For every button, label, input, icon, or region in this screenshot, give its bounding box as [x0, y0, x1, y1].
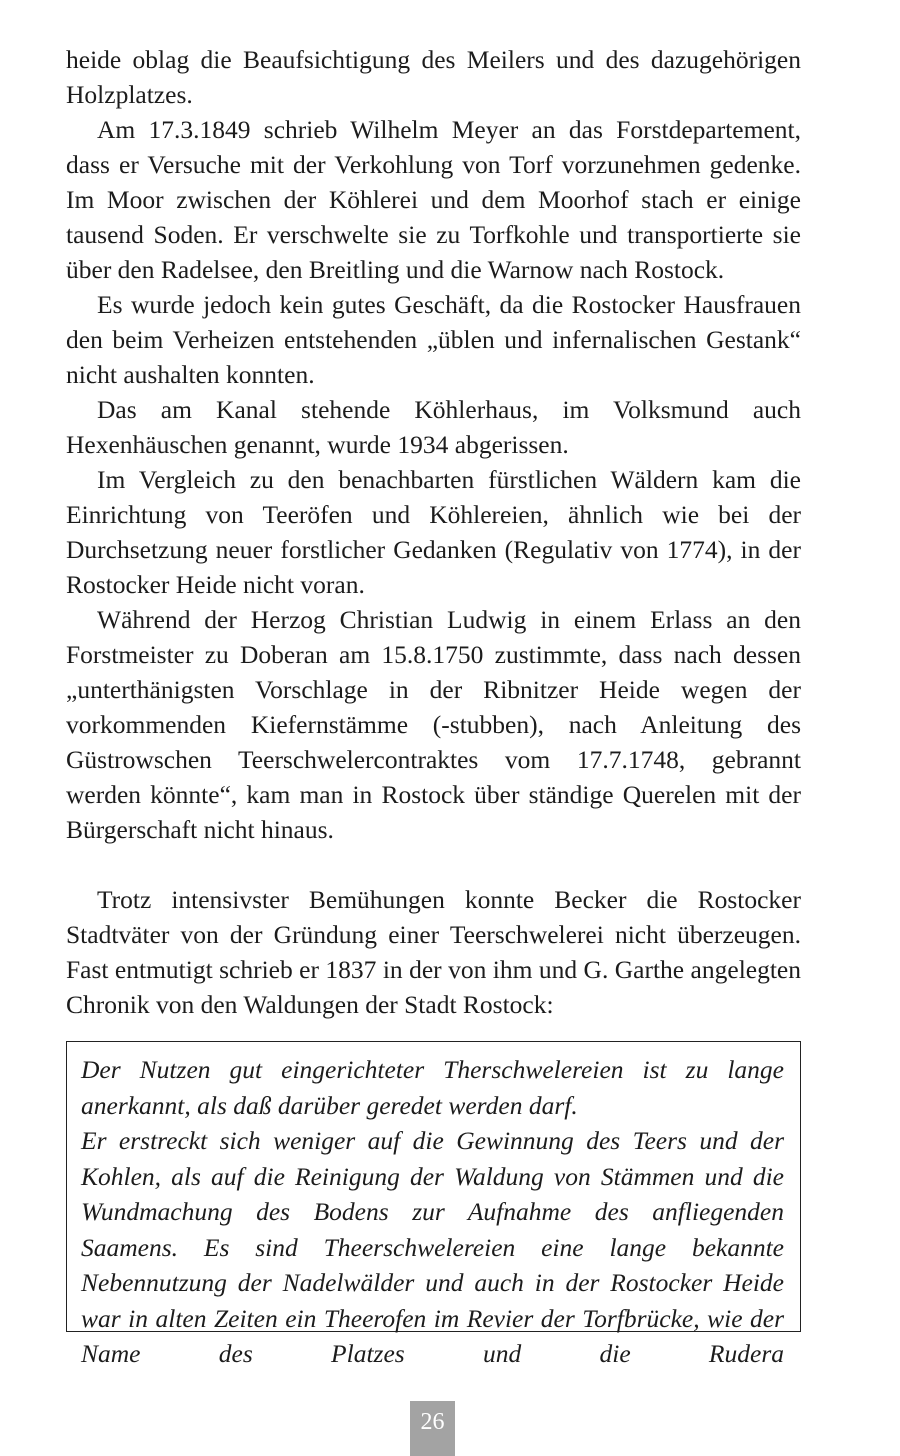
paragraph-gap	[66, 847, 801, 882]
body-text	[66, 42, 801, 1022]
quote-box	[66, 1041, 801, 1368]
paragraph: Während der Herzog Christian Ludwig in einem Erlass an den Forstmeister zu Doberan am 15.8.1750 zustimmte, dass nach dessen „unterthänigsten Vorschlage in der Ribnitzer Heide wegen der vorkommenden Kiefernstämme (-stubben), nach Anleitung des Güstrowschen Teerschwelercontraktes vom 17.7.1748, gebrannt werden könnte“, kam man in Rostock über ständige Querelen mit der Bürgerschaft nicht hinaus.	[66, 605, 801, 844]
quote-paragraph: Er erstreckt sich weniger auf die Gewinnung des Teers und der Kohlen, als auf die Reinigung der Waldung von Stämmen und die Wundmachung des Bodens zur Aufnahme des anfliegenden Saamens. Es sind Theerschwelereien eine lange bekannte Nebennutzung der Nadelwälder und auch in der Rostocker Heide war in alten Zeiten ein Theerofen im Revier der Torfbrücke, wie der Name des Platzes und die Rudera	[81, 1126, 784, 1368]
paragraph: Es wurde jedoch kein gutes Geschäft, da die Rostocker Hausfrauen den beim Verheizen entstehenden „üblen und infernalischen Gestank“ nicht aushalten konnten.	[66, 290, 801, 389]
paragraph: Trotz intensivster Bemühungen konnte Becker die Rostocker Stadtväter von der Gründung einer Teerschwelerei nicht überzeugen. Fast entmutigt schrieb er 1837 in der von ihm und G. Garthe angelegten Chronik von den Waldungen der Stadt Rostock:	[66, 885, 801, 1019]
quote-paragraph: Der Nutzen gut eingerichteter Therschwelereien ist zu lange anerkannt, als daß darüber geredet werden darf.	[81, 1055, 784, 1120]
paragraph: Im Vergleich zu den benachbarten fürstlichen Wäldern kam die Einrichtung von Teeröfen und Köhlereien, ähnlich wie bei der Durchsetzung neuer forstlicher Gedanken (Regulativ von 1774), in der Rostocker Heide nicht voran.	[66, 465, 801, 599]
paragraph: Am 17.3.1849 schrieb Wilhelm Meyer an das Forstdepartement, dass er Versuche mit der Verkohlung von Torf vorzunehmen gedenke. Im Moor zwischen der Köhlerei und dem Moorhof stach er einige tausend Soden. Er verschwelte sie zu Torfkohle und transportierte sie über den Radelsee, den Breitling und die Warnow nach Rostock.	[66, 115, 801, 284]
page-number: 26	[410, 1401, 455, 1456]
paragraph: Das am Kanal stehende Köhlerhaus, im Volksmund auch Hexenhäuschen genannt, wurde 1934 abgerissen.	[66, 395, 801, 459]
paragraph: heide oblag die Beaufsichtigung des Meilers und des dazugehörigen Holzplatzes.	[66, 45, 801, 109]
